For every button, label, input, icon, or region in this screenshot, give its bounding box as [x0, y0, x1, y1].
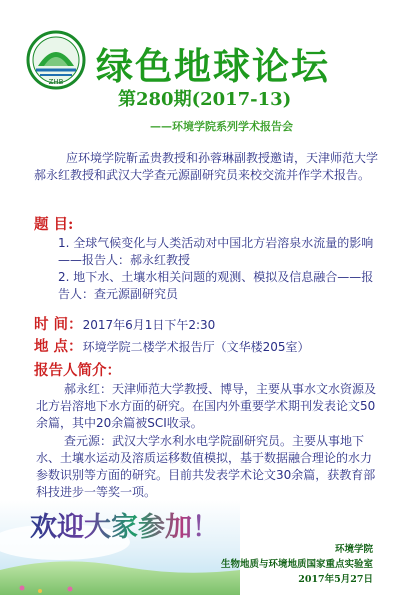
environment-logo-icon [26, 30, 86, 90]
time-row [34, 313, 215, 334]
speaker-bio-hao: 郝永红：天津师范大学教授、博导，主要从事水文水资源及北方岩溶地下水方面的研究。在国内外重要学术期刊发表论文50余篇，其中20余篇被SCI收录。 [36, 382, 377, 430]
place-row [34, 335, 309, 356]
forum-title: 绿色地球论坛 [96, 44, 330, 88]
place-label: 地 点： [34, 338, 83, 355]
intro-paragraph: 应环境学院靳孟贵教授和孙蓉琳副教授邀请，天津师范大学郝永红教授和武汉大学查元源副研究员来校交流并作学术报告。 [34, 151, 379, 182]
place-value: 环境学院二楼学术报告厅（文华楼205室） [82, 340, 310, 354]
topics-label: 题 目: [34, 216, 74, 233]
logo-text: ZHB [48, 78, 64, 86]
topic-item: 1. 全球气候变化与人类活动对中国北方岩溶泉水流量的影响——报告人：郝永红教授 [58, 236, 374, 267]
issue-number: 第280期(2017-13) [118, 89, 292, 110]
time-value: 2017年6月1日下午2:30 [82, 318, 216, 332]
welcome-banner: 欢迎大家参加！ [30, 505, 219, 544]
organizer-lab: 生物地质与环境地质国家重点实验室 [220, 559, 373, 570]
speakers-label: 报告人简介： [34, 362, 121, 379]
series-subtitle: ——环境学院系列学术报告会 [150, 120, 293, 133]
speaker-bio-zha: 查元源：武汉大学水利水电学院副研究员。主要从事地下水、土壤水运动及溶质运移数值模拟，基于数据融合理论的水力参数识别等方面的研究。目前共发表学术论文30余篇，获教育部科技进步一等奖一项。 [36, 434, 376, 499]
topic-item: 2. 地下水、土壤水相关问题的观测、模拟及信息融合——报告人：查元源副研究员 [58, 270, 374, 301]
time-label: 时 间： [34, 316, 83, 333]
topics-list [58, 235, 378, 303]
announcement-date: 2017年5月27日 [298, 574, 373, 585]
organizer-school: 环境学院 [334, 544, 373, 555]
